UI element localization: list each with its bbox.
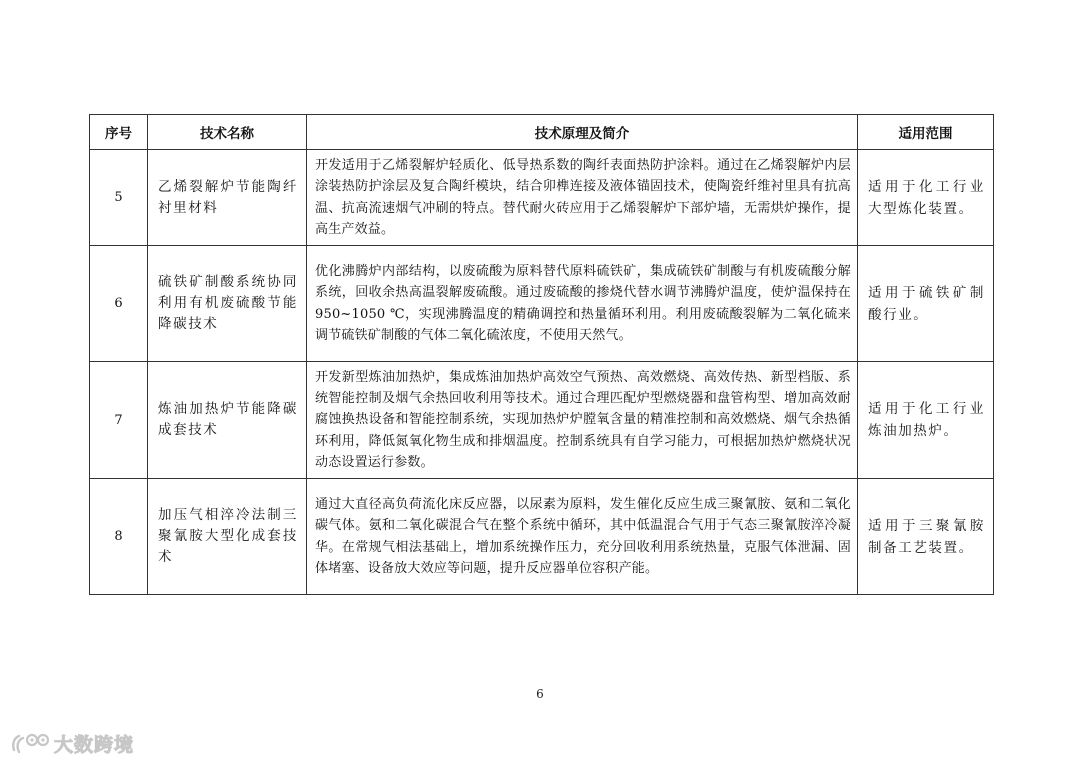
table-header-row — [90, 115, 994, 150]
header-serial-number: 序号 — [90, 115, 148, 150]
table-row — [90, 246, 994, 362]
watermark — [10, 728, 134, 758]
page-number: 6 — [536, 687, 544, 701]
row-serial-number: 7 — [90, 362, 148, 479]
technology-table — [89, 114, 994, 595]
row-technology-name: 炼油加热炉节能降碳成套技术 — [148, 362, 307, 479]
row-technology-name: 乙烯裂解炉节能陶纤衬里材料 — [148, 150, 307, 246]
header-principle-description: 技术原理及简介 — [307, 115, 858, 150]
watermark-text: 大数跨境 — [54, 733, 135, 756]
row-description: 开发新型炼油加热炉，集成炼油加热炉高效空气预热、高效燃烧、高效传热、新型档版、系统智能控制及烟气余热回收利用等技术。通过合理匹配炉型燃烧器和盘管构型、增加高效耐腐蚀换热设备和智能控制系统，实现加热炉炉膛氧含量的精准控制和高效燃烧、烟气余热循环利用，降低氮氧化物生成和排烟温度。控制系统具有自学习能力，可根据加热炉燃烧状况动态设置运行参数。 — [307, 362, 858, 479]
table-row — [90, 150, 994, 246]
row-application-scope: 适用于化工行业大型炼化装置。 — [858, 150, 994, 246]
row-serial-number: 8 — [90, 479, 148, 595]
row-description: 通过大直径高负荷流化床反应器，以尿素为原料，发生催化反应生成三聚氰胺、氨和二氧化碳气体。氨和二氧化碳混合气在整个系统中循环，其中低温混合气用于气态三聚氰胺淬冷凝华。在常规气相法基础上，增加系统操作压力，充分回收利用系统热量，克服气体泄漏、固体堵塞、设备放大效应等问题，提升反应器单位容积产能。 — [307, 479, 858, 595]
brand-logo-icon — [10, 730, 52, 756]
row-technology-name: 硫铁矿制酸系统协同利用有机废硫酸节能降碳技术 — [148, 246, 307, 362]
row-application-scope: 适用于化工行业炼油加热炉。 — [858, 362, 994, 479]
row-serial-number: 5 — [90, 150, 148, 246]
row-application-scope: 适用于三聚氰胺制备工艺装置。 — [858, 479, 994, 595]
row-application-scope: 适用于硫铁矿制酸行业。 — [858, 246, 994, 362]
table-row — [90, 479, 994, 595]
row-technology-name: 加压气相淬冷法制三聚氰胺大型化成套技术 — [148, 479, 307, 595]
row-description: 开发适用于乙烯裂解炉轻质化、低导热系数的陶纤表面热防护涂料。通过在乙烯裂解炉内层涂装热防护涂层及复合陶纤模块，结合卯榫连接及液体锚固技术，使陶瓷纤维衬里具有抗高温、抗高流速烟气冲刷的特点。替代耐火砖应用于乙烯裂解炉下部炉墙，无需烘炉操作，提高生产效益。 — [307, 150, 858, 246]
table-row — [90, 362, 994, 479]
row-description: 优化沸腾炉内部结构，以废硫酸为原料替代原料硫铁矿，集成硫铁矿制酸与有机废硫酸分解系统，回收余热高温裂解废硫酸。通过废硫酸的掺烧代替水调节沸腾炉温度，使炉温保持在 950~1050 ℃，实现沸腾温度的精确调控和热量循环利用。利用废硫酸裂解为二氧化硫来调节硫铁矿制酸的气体二氧化硫浓度，不使用天然气。 — [307, 246, 858, 362]
header-application-scope: 适用范围 — [858, 115, 994, 150]
header-technology-name: 技术名称 — [148, 115, 307, 150]
row-serial-number: 6 — [90, 246, 148, 362]
